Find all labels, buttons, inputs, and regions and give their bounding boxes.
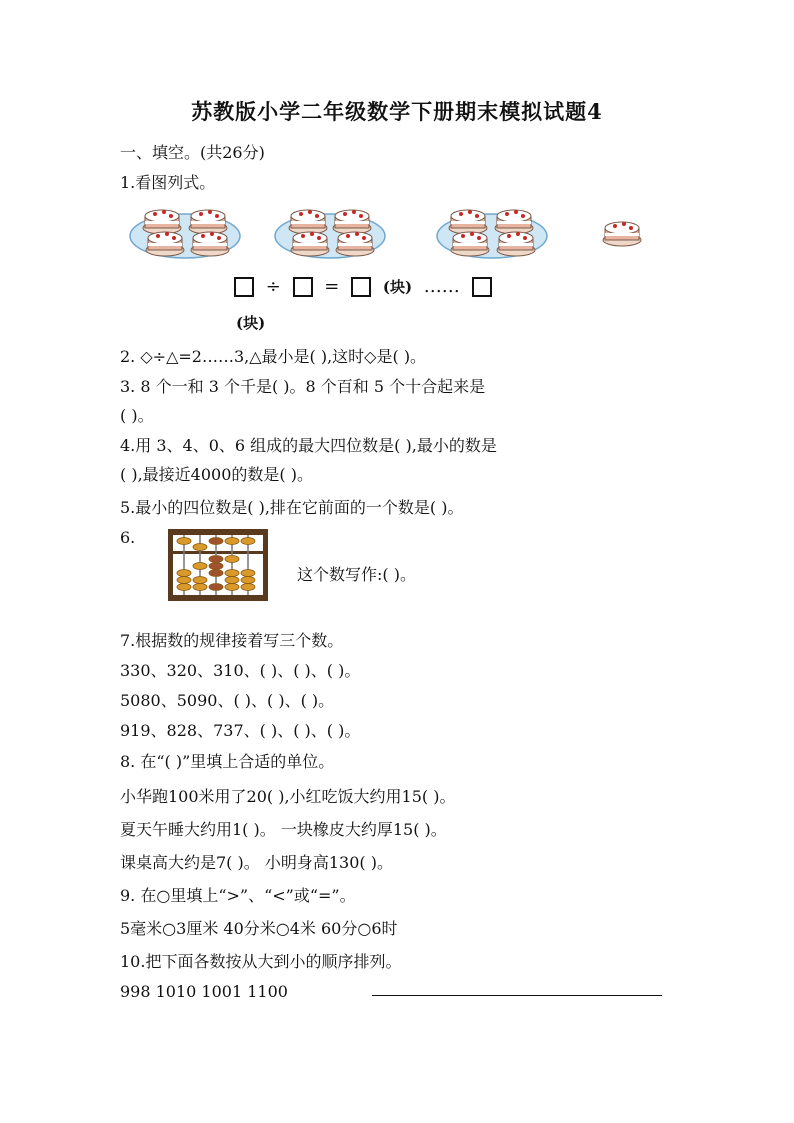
question-9: 9. 在○里填上“>”、“<”或“=”。 (120, 886, 356, 905)
question-7: 7.根据数的规律接着写三个数。 (120, 631, 344, 650)
question-8-row-3: 课桌高大约是7( )。 小明身高130( )。 (120, 853, 393, 872)
question-10: 10.把下面各数按从大到小的顺序排列。 (120, 952, 402, 971)
answer-box-divisor[interactable] (293, 277, 313, 297)
answer-box-remainder[interactable] (472, 277, 492, 297)
page-title: 苏教版小学二年级数学下册期末模拟试题4 (191, 99, 603, 124)
plate-3 (437, 210, 547, 258)
answer-box-quotient[interactable] (351, 277, 371, 297)
abacus-illustration (166, 527, 270, 603)
question-5: 5.最小的四位数是( ),排在它前面的一个数是( )。 (120, 498, 464, 517)
question-6-text: 这个数写作:( )。 (297, 565, 416, 584)
answer-box-dividend[interactable] (234, 277, 254, 297)
division-equation: ÷ = (块) …… (234, 276, 492, 297)
question-7-row-3: 919、828、737、( )、( )、( )。 (120, 721, 361, 740)
answer-line[interactable] (372, 995, 662, 996)
question-7-row-2: 5080、5090、( )、( )、( )。 (120, 691, 335, 710)
question-8-row-1: 小华跑100米用了20( ),小红吃饭大约用15( )。 (120, 787, 456, 806)
cake-plates-illustration (0, 0, 794, 280)
question-4-line-1: 4.用 3、4、0、6 组成的最大四位数是( ),最小的数是 (120, 436, 497, 455)
question-3-line-1: 3. 8 个一和 3 个千是( )。8 个百和 5 个十合起来是 (120, 377, 486, 396)
question-8: 8. 在“( )”里填上合适的单位。 (120, 752, 335, 771)
unit-label-2: (块) (236, 314, 266, 332)
question-3-line-2: ( )。 (120, 406, 154, 425)
question-1: 1.看图列式。 (120, 173, 216, 192)
section-heading: 一、填空。(共26分) (120, 143, 265, 162)
unit-label-1: (块) (382, 278, 413, 296)
plate-1 (130, 210, 240, 258)
question-4-line-2: ( ),最接近4000的数是( )。 (120, 465, 313, 484)
question-7-row-1: 330、320、310、( )、( )、( )。 (120, 661, 361, 680)
question-8-row-2: 夏天午睡大约用1( )。 一块橡皮大约厚15( )。 (120, 820, 447, 839)
question-2: 2. ◇÷△=2……3,△最小是( ),这时◇是( )。 (120, 347, 427, 366)
single-cake (603, 222, 641, 246)
question-6-number: 6. (120, 528, 136, 547)
question-10-numbers: 998 1010 1001 1100 (120, 982, 288, 1001)
remainder-dots: …… (423, 276, 460, 297)
plate-2 (275, 210, 385, 258)
question-9-row: 5毫米○3厘米 40分米○4米 60分○6时 (120, 919, 398, 938)
